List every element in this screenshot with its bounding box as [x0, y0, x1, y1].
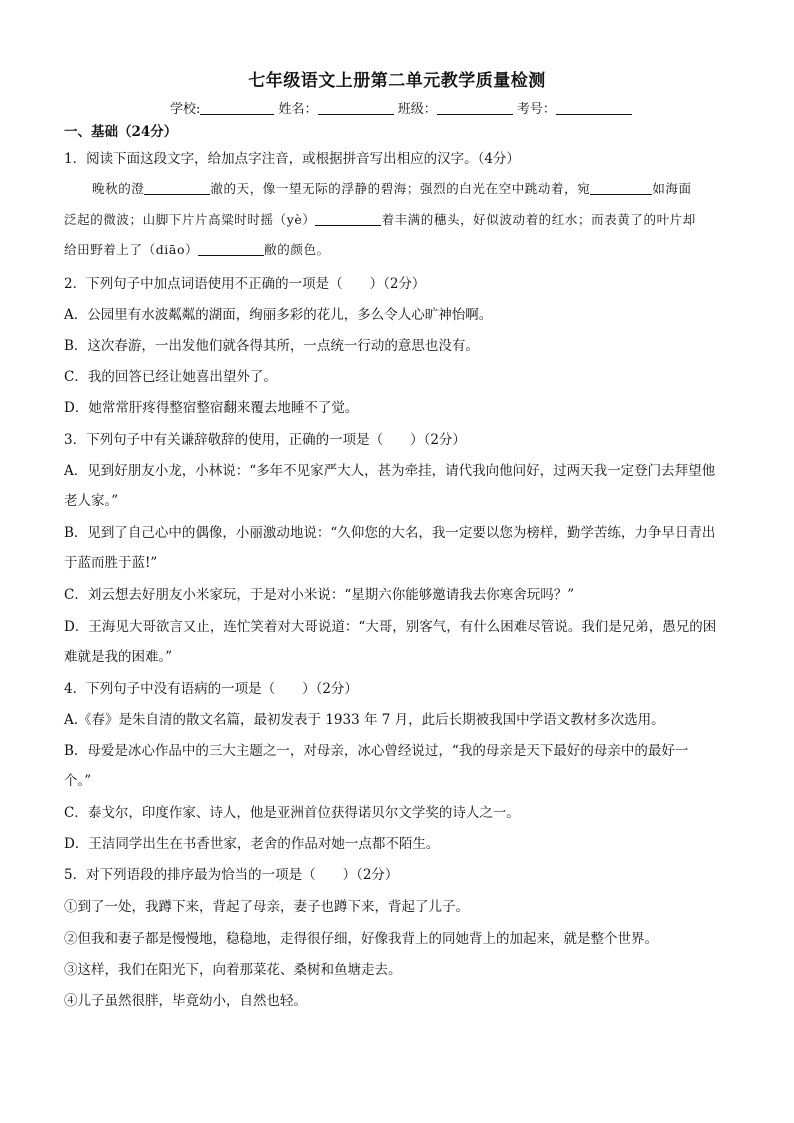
question-2-option-c: C．我的回答已经让她喜出望外了。	[64, 369, 277, 385]
question-3-option-d: D．王海见大哥欲言又止，连忙笑着对大哥说道：“大哥，别客气，有什么困难尽管说。我们是兄弟，愚兄的困	[64, 619, 717, 635]
class-blank[interactable]	[437, 102, 513, 115]
question-5-stem: 5．对下列语段的排序最为恰当的一项是（ ）（2分）	[64, 867, 399, 883]
question-3-option-a-cont: 老人家。”	[64, 493, 119, 509]
question-4-option-b-cont: 个。”	[64, 773, 92, 789]
section-heading: 一、基础（24分）	[64, 124, 178, 140]
question-1-passage-line-2: 泛起的微波；山脚下片片高粱时时摇（yè） 着丰满的穗头，好似波动着的红水；而表黄了的叶片却	[64, 212, 696, 227]
question-3-stem: 3．下列句子中有关谦辞敬辞的使用，正确的一项是（ ）（2分）	[64, 432, 466, 448]
number-blank[interactable]	[556, 102, 632, 115]
answer-blank[interactable]	[144, 181, 210, 195]
question-4-option-b: B．母爱是冰心作品中的三大主题之一，对母亲，冰心曾经说过，“我的母亲是天下最好的母亲中的最好一	[64, 743, 689, 759]
answer-blank[interactable]	[590, 181, 652, 195]
answer-blank[interactable]	[315, 212, 381, 226]
page-title: 七年级语文上册第二单元教学质量检测	[248, 71, 546, 91]
student-info-row	[170, 98, 632, 117]
question-4-stem: 4．下列句子中没有语病的一项是（ ）（2分）	[64, 681, 358, 697]
question-2-option-d: D．她常常肝疼得整宿整宿翻来覆去地睡不了觉。	[64, 400, 359, 416]
question-5-sentence-1: ①到了一处，我蹲下来，背起了母亲，妻子也蹲下来，背起了儿子。	[64, 899, 469, 915]
school-blank[interactable]	[200, 102, 274, 115]
question-3-option-b-cont: 于蓝而胜于蓝!”	[64, 555, 158, 571]
question-3-option-b: B．见到了自己心中的偶像，小丽激动地说：“久仰您的大名，我一定要以您为榜样，勤学苦练，力争早日青出	[64, 525, 716, 541]
question-2-option-b: B．这次春游，一出发他们就各得其所，一点统一行动的意思也没有。	[64, 338, 479, 354]
name-label: 姓名：	[278, 102, 318, 117]
question-1-passage-line-1: 晚秋的澄 澈的天，像一望无际的浮静的碧海；强烈的白光在空中跳动着，宛 如海面	[92, 181, 692, 196]
question-4-option-d: D．王洁同学出生在书香世家，老舍的作品对她一点都不陌生。	[64, 836, 440, 852]
question-4-option-a: A.《春》是朱自清的散文名篇，最初发表于 1933 年 7 月，此后长期被我国中学语文教材多次选用。	[64, 712, 665, 728]
question-5-sentence-3: ③这样，我们在阳光下，向着那菜花、桑树和鱼塘走去。	[64, 962, 402, 978]
question-2-option-a: A．公园里有水波粼粼的湖面，绚丽多彩的花儿，多么令人心旷神怡啊。	[64, 307, 493, 323]
question-1-passage-line-3: 给田野着上了（diāo） 敝的颜色。	[64, 242, 330, 257]
answer-blank[interactable]	[198, 242, 264, 256]
question-4-option-c: C．泰戈尔，印度作家、诗人，他是亚洲首位获得诺贝尔文学奖的诗人之一。	[64, 805, 520, 821]
question-5-sentence-2: ②但我和妻子都是慢慢地，稳稳地，走得很仔细，好像我背上的同她背上的加起来，就是整个世界。	[64, 931, 658, 947]
name-blank[interactable]	[318, 102, 394, 115]
question-3-option-a: A．见到好朋友小龙，小林说：“多年不见家严大人，甚为牵挂，请代我向他问好，过两天我一定登门去拜望他	[64, 463, 716, 479]
number-label: 考号：	[516, 102, 556, 117]
question-2-stem: 2．下列句子中加点词语使用不正确的一项是（ ）（2分）	[64, 276, 426, 292]
class-label: 班级：	[397, 102, 437, 117]
question-5-sentence-4: ④儿子虽然很胖，毕竟幼小，自然也轻。	[64, 993, 307, 1009]
question-1-stem: 1．阅读下面这段文字，给加点字注音，或根据拼音写出相应的汉字。（4分）	[64, 151, 520, 167]
question-3-option-d-cont: 难就是我的困难。”	[64, 649, 173, 665]
school-label: 学校:	[170, 102, 201, 117]
question-3-option-c: C．刘云想去好朋友小米家玩，于是对小米说：“星期六你能够邀请我去你寒舍玩吗？”	[64, 587, 575, 603]
